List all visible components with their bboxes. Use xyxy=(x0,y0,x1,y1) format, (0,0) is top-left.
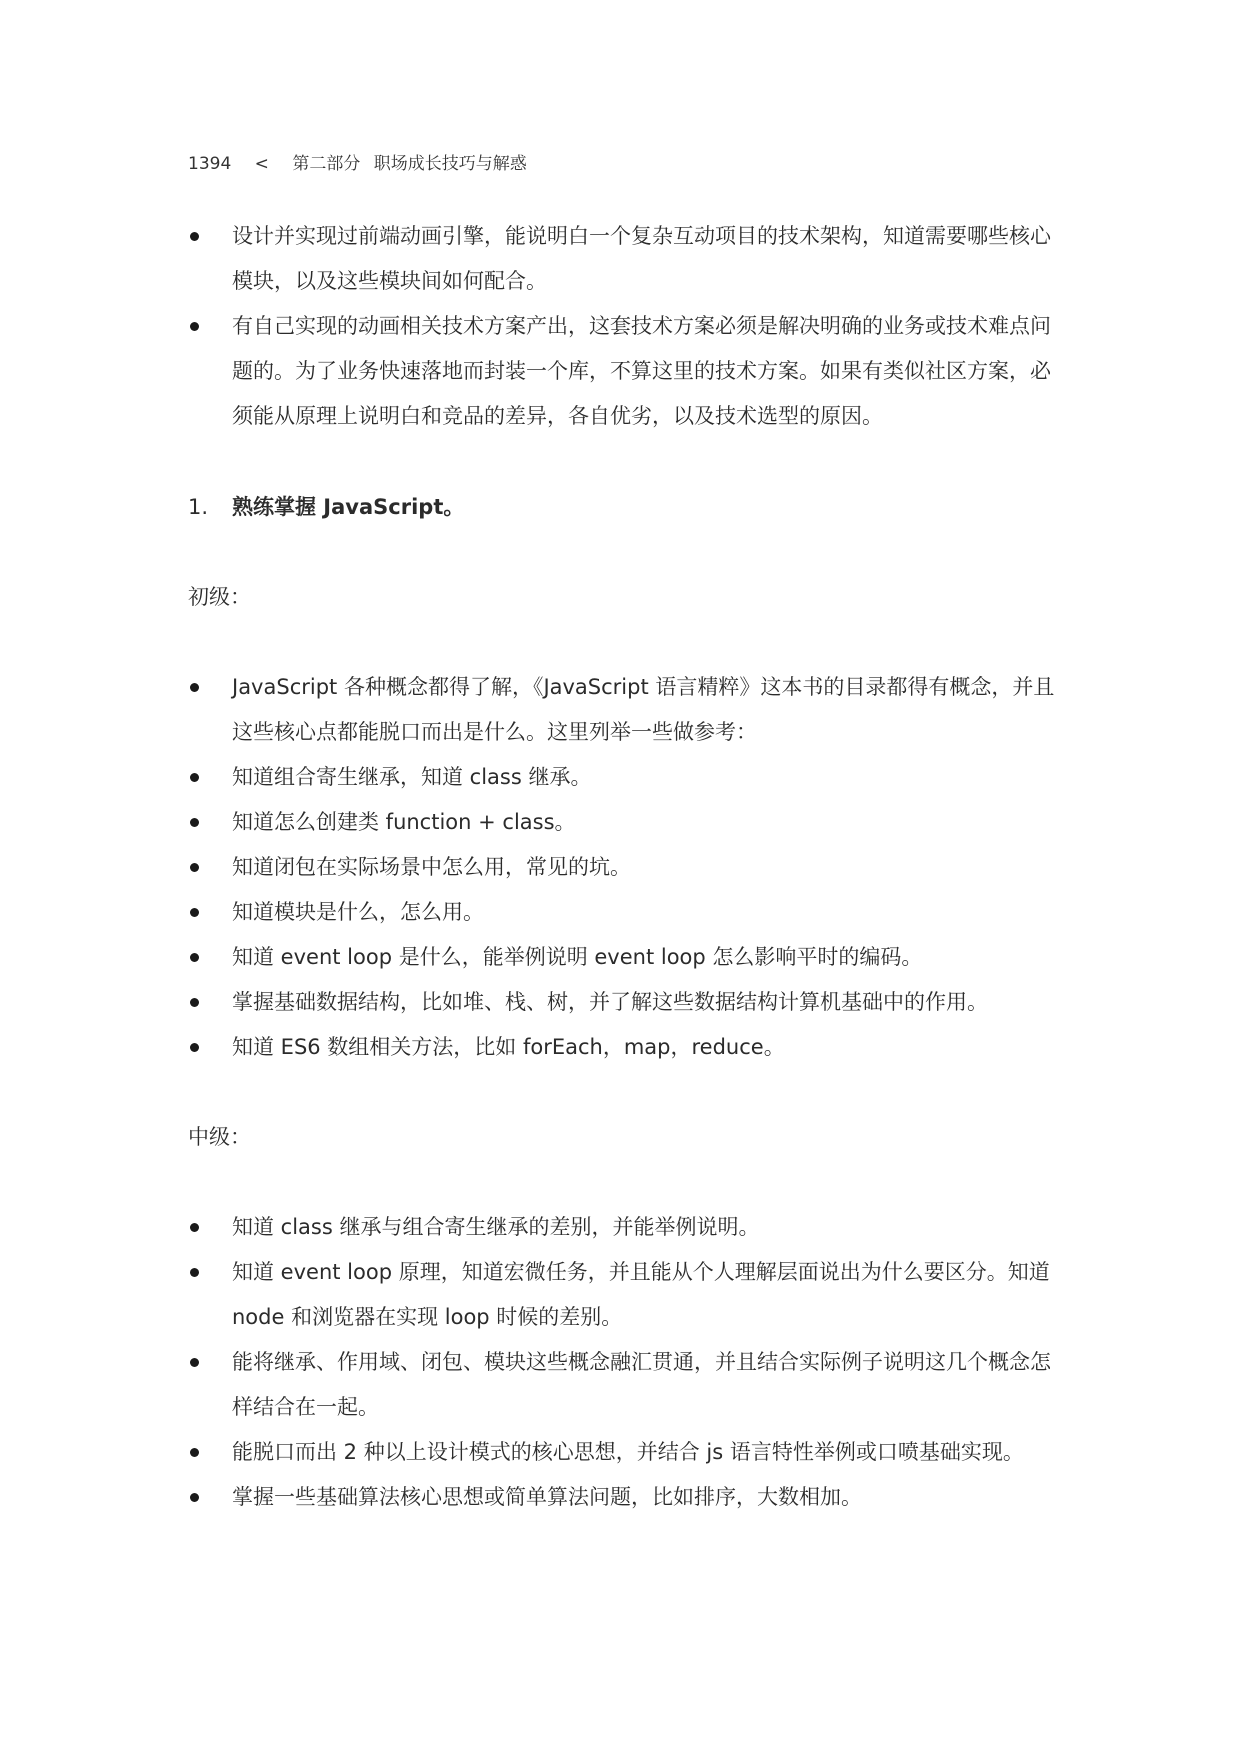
intermediate-bullet-list xyxy=(188,1205,1058,1520)
bullet-icon xyxy=(190,322,199,331)
intermediate-label: 中级： xyxy=(188,1125,251,1149)
numbered-index: 1. xyxy=(188,495,209,519)
bullet-icon xyxy=(190,908,199,917)
page-number: 1394 xyxy=(188,154,232,174)
list-item: 能将继承、作用域、闭包、模块这些概念融汇贯通，并且结合实际例子说明这几个概念怎样结合在一起。 xyxy=(188,1340,1058,1430)
list-item: 有自己实现的动画相关技术方案产出，这套技术方案必须是解决明确的业务或技术难点问题的。为了业务快速落地而封装一个库，不算这里的技术方案。如果有类似社区方案，必须能从原理上说明白和竞品的差异，各自优劣，以及技术选型的原因。 xyxy=(188,304,1058,439)
bullet-icon xyxy=(190,953,199,962)
page-body xyxy=(188,214,1058,1520)
numbered-text: 熟练掌握 JavaScript。 xyxy=(232,495,465,519)
running-header xyxy=(188,152,527,176)
list-item: 掌握一些基础算法核心思想或简单算法问题，比如排序，大数相加。 xyxy=(188,1475,1058,1520)
bullet-icon xyxy=(190,1448,199,1457)
bullet-icon xyxy=(190,1223,199,1232)
bullet-icon xyxy=(190,1358,199,1367)
bullet-icon xyxy=(190,1043,199,1052)
list-item: 知道怎么创建类 function + class。 xyxy=(188,800,1058,845)
intro-bullet-list xyxy=(188,214,1058,439)
list-item: JavaScript 各种概念都得了解，《JavaScript 语言精粹》这本书的目录都得有概念，并且这些核心点都能脱口而出是什么。这里列举一些做参考： xyxy=(188,665,1058,755)
bullet-icon xyxy=(190,232,199,241)
list-item: 能脱口而出 2 种以上设计模式的核心思想，并结合 js 语言特性举例或口喷基础实现。 xyxy=(188,1430,1058,1475)
bullet-icon xyxy=(190,863,199,872)
numbered-heading xyxy=(188,485,1058,530)
bullet-icon xyxy=(190,773,199,782)
list-item: 知道 ES6 数组相关方法，比如 forEach，map，reduce。 xyxy=(188,1025,1058,1070)
junior-bullet-list xyxy=(188,665,1058,1070)
header-title: 职场成长技巧与解惑 xyxy=(373,154,527,174)
list-item: 设计并实现过前端动画引擎，能说明白一个复杂互动项目的技术架构，知道需要哪些核心模块，以及这些模块间如何配合。 xyxy=(188,214,1058,304)
bullet-icon xyxy=(190,818,199,827)
bullet-icon xyxy=(190,683,199,692)
list-item: 知道 event loop 原理，知道宏微任务，并且能从个人理解层面说出为什么要区分。知道 node 和浏览器在实现 loop 时候的差别。 xyxy=(188,1250,1058,1340)
bullet-icon xyxy=(190,1493,199,1502)
header-section: 第二部分 xyxy=(292,154,361,174)
list-item: 知道组合寄生继承，知道 class 继承。 xyxy=(188,755,1058,800)
list-item: 知道 class 继承与组合寄生继承的差别，并能举例说明。 xyxy=(188,1205,1058,1250)
header-separator: < xyxy=(254,154,269,174)
list-item: 知道闭包在实际场景中怎么用，常见的坑。 xyxy=(188,845,1058,890)
list-item: 知道 event loop 是什么，能举例说明 event loop 怎么影响平时的编码。 xyxy=(188,935,1058,980)
junior-label: 初级： xyxy=(188,585,251,609)
bullet-icon xyxy=(190,1268,199,1277)
list-item: 掌握基础数据结构，比如堆、栈、树，并了解这些数据结构计算机基础中的作用。 xyxy=(188,980,1058,1025)
list-item: 知道模块是什么，怎么用。 xyxy=(188,890,1058,935)
bullet-icon xyxy=(190,998,199,1007)
